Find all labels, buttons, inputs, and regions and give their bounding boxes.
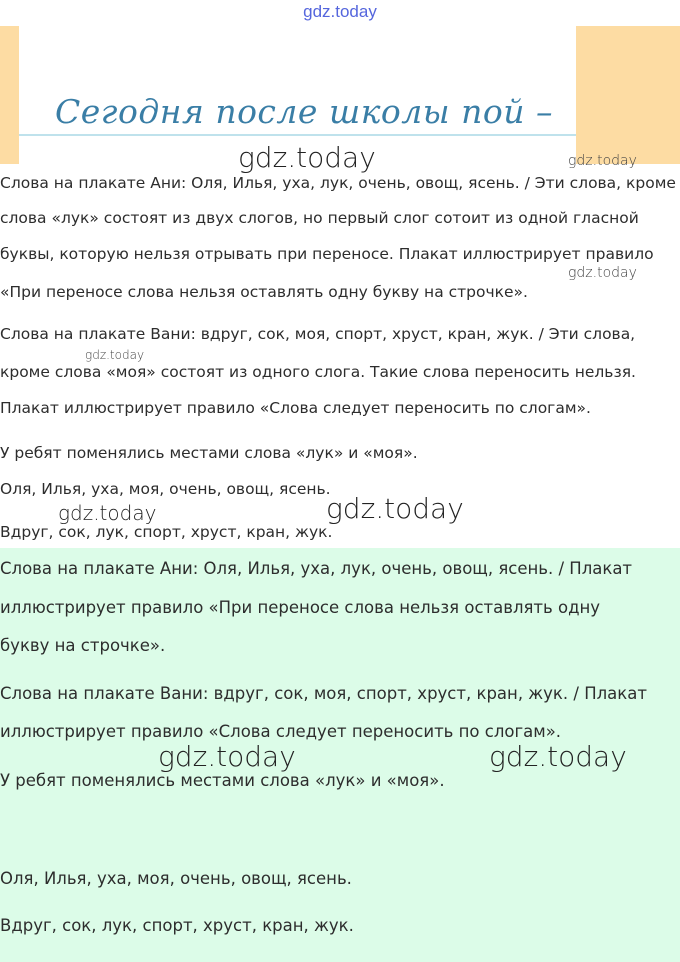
- text-line: «При переносе слова нельзя оставлять одну букву на строчке».: [0, 283, 528, 301]
- answer-line: иллюстрирует правило «При переносе слова нельзя оставлять одну: [0, 598, 601, 617]
- watermark: gdz.today: [85, 348, 145, 362]
- answer-line: Оля, Илья, уха, моя, очень, овощ, ясень.: [0, 869, 352, 888]
- text-line: слова «лук» состоят из двух слогов, но первый слог сотоит из одной гласной: [0, 209, 639, 227]
- watermark: gdz.today: [489, 740, 627, 773]
- text-line: кроме слова «моя» состоят из одного слога. Такие слова переносить нельзя.: [0, 363, 636, 381]
- watermark: gdz.today: [568, 265, 637, 281]
- text-line: Слова на плакате Вани: вдруг, сок, моя, спорт, хруст, кран, жук. / Эти слова,: [0, 325, 636, 343]
- text-line: Оля, Илья, уха, моя, очень, овощ, ясень.: [0, 480, 331, 498]
- answer-line: У ребят поменялись местами слова «лук» и «моя».: [0, 771, 445, 790]
- handwritten-task-title: Сегодня после школы пой –: [55, 92, 554, 131]
- text-line: Плакат иллюстрирует правило «Слова следует переносить по слогам».: [0, 399, 591, 417]
- watermark: gdz.today: [158, 740, 296, 773]
- answer-line: Вдруг, сок, лук, спорт, хруст, кран, жук.: [0, 916, 354, 935]
- answer-line: Слова на плакате Вани: вдруг, сок, моя, спорт, хруст, кран, жук. / Плакат: [0, 684, 647, 703]
- watermark: gdz.today: [568, 153, 637, 169]
- watermark: gdz.today: [238, 141, 376, 174]
- answer-line: иллюстрирует правило «Слова следует переносить по слогам».: [0, 722, 562, 741]
- watermark: gdz.today: [326, 492, 464, 525]
- text-line: Слова на плакате Ани: Оля, Илья, уха, лук, очень, овощ, ясень. / Эти слова, кроме: [0, 174, 676, 192]
- watermark: gdz.today: [58, 501, 157, 525]
- text-line: буквы, которую нельзя отрывать при переносе. Плакат иллюстрирует правило: [0, 245, 654, 263]
- header-tab-right: [576, 26, 680, 164]
- text-line: У ребят поменялись местами слова «лук» и «моя».: [0, 444, 418, 462]
- handwriting-rule: [19, 134, 576, 136]
- text-line: Вдруг, сок, лук, спорт, хруст, кран, жук.: [0, 523, 333, 541]
- header-tab-left: [0, 26, 19, 164]
- answer-line: букву на строчке».: [0, 636, 166, 655]
- answer-line: Слова на плакате Ани: Оля, Илья, уха, лук, очень, овощ, ясень. / Плакат: [0, 559, 633, 578]
- site-link[interactable]: gdz.today: [303, 2, 377, 21]
